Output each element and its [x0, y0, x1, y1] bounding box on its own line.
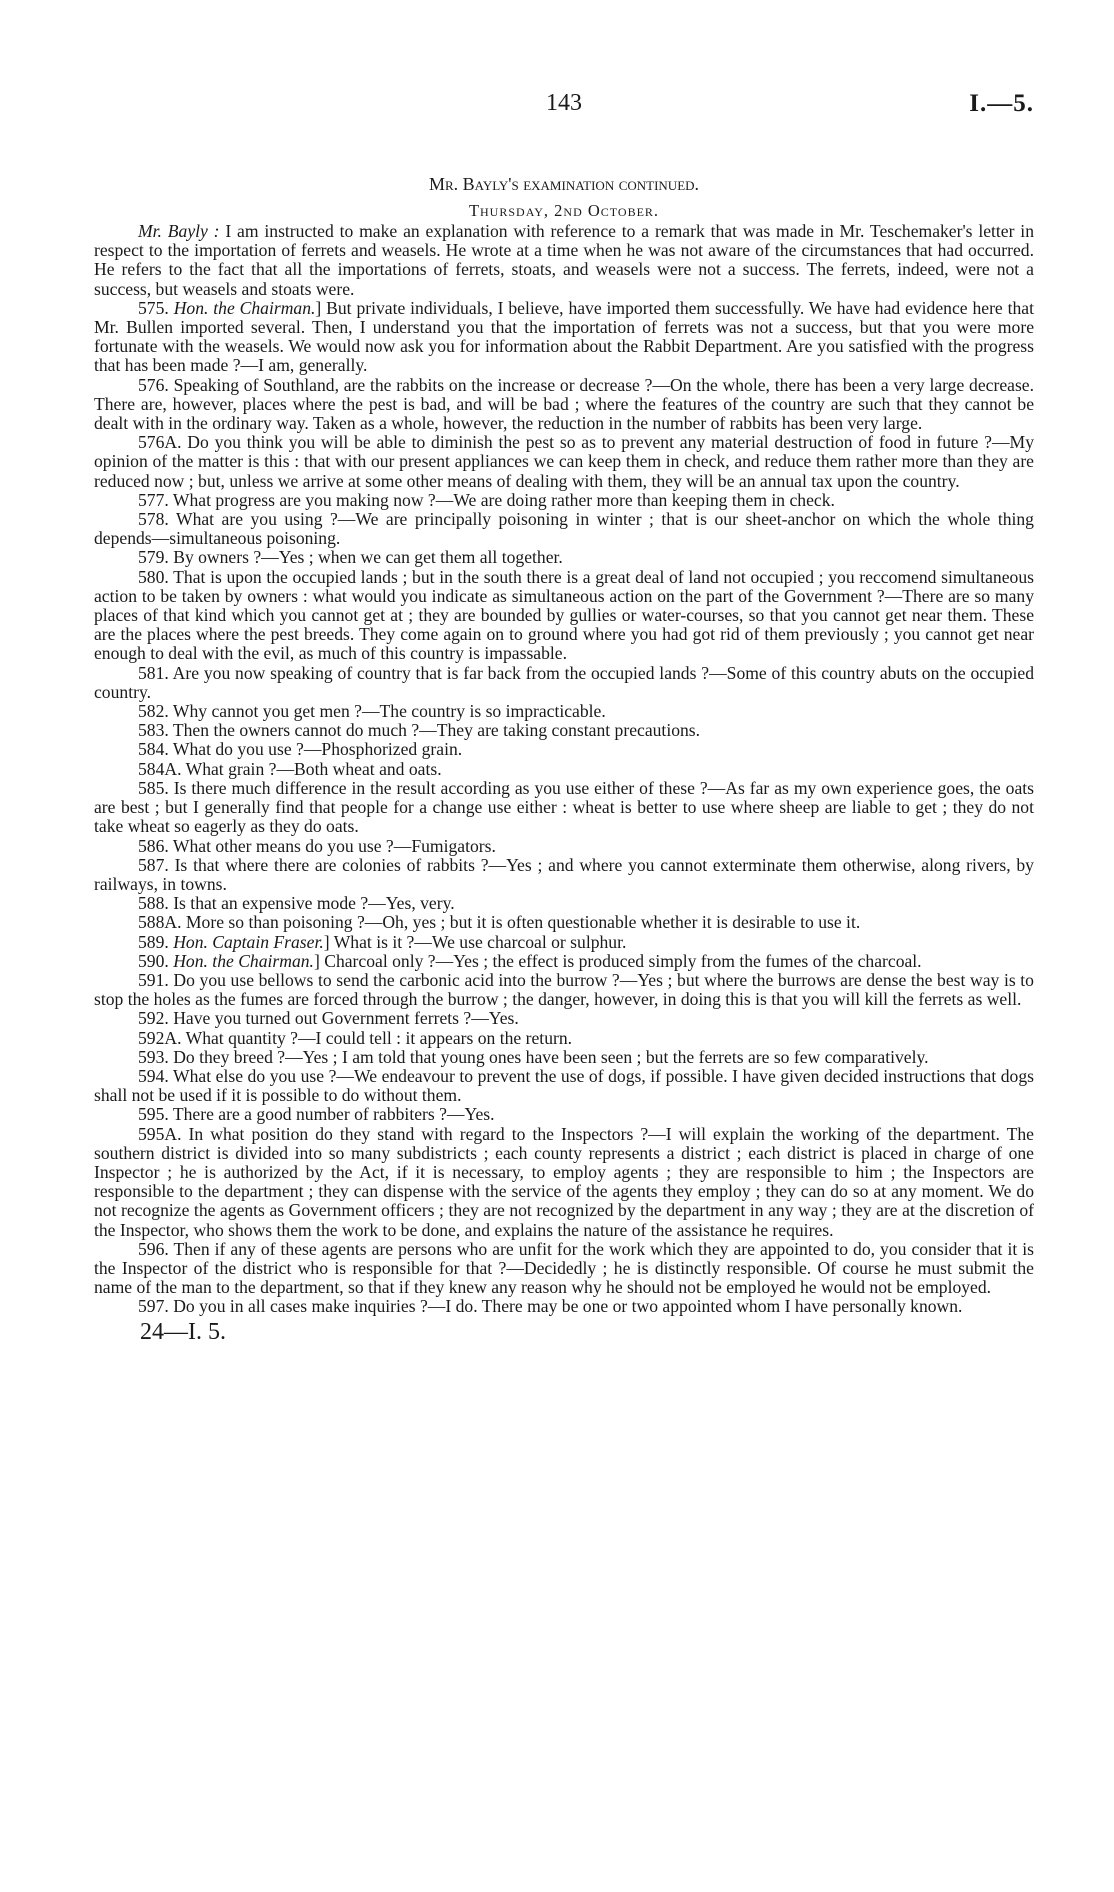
paragraph-text: Do you use bellows to send the carbonic acid into the burrow ?—Yes ; but where the burrows are dense the best way is to stop the holes as the fumes are forced through the burrow ; the danger, however, in doing this is that you will kill the ferrets as well.: [94, 969, 1034, 1010]
paragraph-text: ] What is it ?—We use charcoal or sulphur.: [323, 931, 627, 952]
testimony-paragraph: [94, 1297, 1034, 1316]
question-number: 577.: [138, 489, 169, 510]
paragraph-text: There are a good number of rabbiters ?—Yes.: [172, 1104, 495, 1125]
paragraph-text: That is upon the occupied lands ; but in the south there is a great deal of land not occupied ; you reccomend simultaneous action to be taken by owners : what would you indicate as simultaneous action on the part of the Government ?—There are so many places of that kind which you cannot get at ; they are bounded by gullies or water-courses, so that you cannot get near them. These are the places where the pest breeds. They come again on to ground where you had got rid of them previously ; you cannot get near enough to deal with the evil, as much of this country is impassable.: [94, 566, 1034, 664]
testimony-paragraph: [94, 1125, 1034, 1240]
question-number: 580.: [138, 566, 169, 587]
question-number: 584A.: [138, 758, 182, 779]
testimony-paragraph: [94, 721, 1034, 740]
question-number: 579.: [138, 547, 169, 568]
testimony-paragraph: [94, 1048, 1034, 1067]
testimony-paragraph: [94, 299, 1034, 376]
question-number: 595A.: [138, 1123, 182, 1144]
question-number: 576.: [138, 374, 169, 395]
question-number: 586.: [138, 835, 169, 856]
question-number: 596.: [138, 1238, 169, 1259]
paragraph-text: What grain ?—Both wheat and oats.: [185, 758, 442, 779]
paragraph-text: What else do you use ?—We endeavour to prevent the use of dogs, if possible. I have given decided instructions that dogs shall not be used if it is possible to do without them.: [94, 1065, 1034, 1106]
question-number: 578.: [138, 509, 169, 530]
paragraph-text: Have you turned out Government ferrets ?—Yes.: [173, 1008, 519, 1029]
page-number: 143: [546, 90, 582, 116]
testimony-paragraph: [94, 1240, 1034, 1298]
paragraph-text: By owners ?—Yes ; when we can get them all together.: [173, 547, 563, 568]
testimony-paragraph: [94, 510, 1034, 548]
running-head: [94, 90, 1034, 130]
testimony-paragraph: [94, 837, 1034, 856]
paragraph-text: Why cannot you get men ?—The country is so impracticable.: [172, 701, 606, 722]
testimony-paragraph: [94, 971, 1034, 1009]
question-number: 581.: [138, 662, 169, 683]
question-number: 588A.: [138, 912, 182, 933]
paragraph-text: ] But private individuals, I believe, have imported them successfully. We have had evidence here that Mr. Bullen imported several. Then, I understand you that the importation of ferrets was not a success, but that you were more fortunate with the weasels. We would now ask you for information about the Rabbit Department. Are you satisfied with the progress that has been made ?—I am, generally.: [94, 297, 1034, 376]
question-number: 585.: [138, 777, 169, 798]
speaker-name: Hon. the Chairman.: [173, 297, 316, 318]
testimony-paragraph: [94, 702, 1034, 721]
testimony-paragraph: [94, 1105, 1034, 1124]
testimony-paragraph: [94, 433, 1034, 491]
question-number: 575.: [138, 297, 169, 318]
testimony-paragraph: [94, 1009, 1034, 1028]
testimony-paragraph: [94, 952, 1034, 971]
question-number: 584.: [138, 739, 169, 760]
paragraph-text: What do you use ?—Phosphorized grain.: [172, 739, 463, 760]
question-number: 583.: [138, 720, 169, 741]
question-number: 587.: [138, 854, 169, 875]
testimony-paragraph: [94, 664, 1034, 702]
paragraph-text: ] Charcoal only ?—Yes ; the effect is produced simply from the fumes of the charcoal.: [313, 950, 922, 971]
testimony-paragraph: [94, 568, 1034, 664]
question-number: 593.: [138, 1046, 169, 1067]
paragraph-text: Is that an expensive mode ?—Yes, very.: [173, 893, 455, 914]
testimony-paragraph: [94, 1067, 1034, 1105]
paragraph-text: Do you think you will be able to diminish the pest so as to prevent any material destruction of food in future ?—My opinion of the matter is this : that with our present appliances we can keep them in check, and reduce them rather more than they are reduced now ; but, unless we arrive at some other means of dealing with them, they will be an annual tax upon the country.: [94, 432, 1034, 491]
testimony-paragraph: [94, 548, 1034, 567]
speaker-name: Hon. Captain Fraser.: [173, 931, 324, 952]
session-date: Thursday, 2nd October.: [468, 201, 660, 220]
question-number: 589.: [138, 931, 169, 952]
question-number: 576A.: [138, 432, 182, 453]
question-number: 582.: [138, 701, 169, 722]
paragraph-text: Then if any of these agents are persons who are unfit for the work which they are appointed to do, you consider that it is the Inspector of the district who is responsible for that ?—Decidedly ; he is distinctly responsible. Of course he must submit the name of the man to the department, so that if they knew any reason why he should not be employed he would not be employed.: [94, 1238, 1034, 1298]
paragraph-text: What progress are you making now ?—We are doing rather more than keeping them in check.: [172, 489, 835, 510]
testimony-paragraph: [94, 856, 1034, 894]
paragraph-text: Do you in all cases make inquiries ?—I do. There may be one or two appointed whom I have personally known.: [173, 1296, 963, 1317]
document-reference: I.—5.: [969, 90, 1034, 117]
testimony-paragraph: [94, 376, 1034, 434]
question-number: 597.: [138, 1296, 169, 1317]
testimony-paragraph: [94, 1029, 1034, 1048]
paragraph-text: Speaking of Southland, are the rabbits on the increase or decrease ?—On the whole, there has been a very large decrease. There are, however, places where the pest is bad, and will be bad ; where the features of the country are such that they cannot be dealt with in the ordinary way. Taken as a whole, however, the reduction in the number of rabbits has been very large.: [94, 374, 1034, 434]
testimony-paragraph: [94, 222, 1034, 299]
testimony-paragraph: [94, 913, 1034, 932]
paragraph-text: Do they breed ?—Yes ; I am told that young ones have been seen ; but the ferrets are so few comparatively.: [173, 1046, 929, 1067]
question-number: 588.: [138, 893, 169, 914]
paragraph-text: Then the owners cannot do much ?—They are taking constant precautions.: [172, 720, 701, 741]
speaker-name: Hon. the Chairman.: [173, 950, 314, 971]
question-number: 590.: [138, 950, 169, 971]
testimony-paragraph: [94, 740, 1034, 759]
paragraph-text: What are you using ?—We are principally poisoning in winter ; that is our sheet-anchor on which the whole thing depends—simultaneous poisoning.: [94, 509, 1034, 549]
question-number: 594.: [138, 1065, 169, 1086]
paragraph-text: What other means do you use ?—Fumigators.: [172, 835, 496, 856]
printer-signature: 24—I. 5.: [140, 1318, 226, 1345]
testimony-paragraph: [94, 491, 1034, 510]
paragraph-text: What quantity ?—I could tell : it appears on the return.: [185, 1027, 573, 1048]
question-number: 592.: [138, 1008, 169, 1029]
testimony-paragraph: [94, 760, 1034, 779]
paragraph-text: I am instructed to make an explanation with reference to a remark that was made in Mr. Teschemaker's letter in respect to the importation of ferrets and weasels. He wrote at a time when he was not aware of the circumstances that had occurred. He refers to the fact that all the importations of ferrets, stoats, and weasels were not a success. The ferrets, indeed, were not a success, but weasels and stoats were.: [94, 221, 1034, 299]
speaker-name: Mr. Bayly :: [138, 221, 220, 241]
paragraph-text: More so than poisoning ?—Oh, yes ; but it is often questionable whether it is desirable to use it.: [185, 912, 861, 933]
testimony-paragraph: [94, 933, 1034, 952]
testimony-body: [94, 222, 1034, 1317]
section-heading: Mr. Bayly's examination continued.: [428, 174, 700, 194]
paragraph-text: Is that where there are colonies of rabbits ?—Yes ; and where you cannot exterminate them otherwise, along rivers, by railways, in towns.: [94, 854, 1034, 894]
testimony-paragraph: [94, 894, 1034, 913]
paragraph-text: Are you now speaking of country that is far back from the occupied lands ?—Some of this country abuts on the occupied country.: [94, 662, 1034, 702]
testimony-paragraph: [94, 779, 1034, 837]
paragraph-text: Is there much difference in the result according as you use either of these ?—As far as my own experience goes, the oats are best ; but I generally find that people for a change use either : wheat is better to use where sheep are liable to get ; they do not take wheat so eagerly as they do oats.: [94, 777, 1034, 837]
question-number: 592A.: [138, 1027, 182, 1048]
question-number: 591.: [138, 969, 169, 990]
question-number: 595.: [138, 1104, 169, 1125]
paragraph-text: In what position do they stand with regard to the Inspectors ?—I will explain the working of the department. The southern district is divided into so many subdistricts ; each county represents a district ; each district is placed in charge of one Inspector ; he is authorized by the Act, if it is necessary, to employ agents ; they are responsible to him ; the Inspectors are responsible to the department ; they can dispense with the service of the agents they employ ; they can do so at any moment. We do not recognize the agents as Government officers ; they are not recognized by the department in any way ; they are at the discretion of the Inspector, who shows them the work to be done, and explains the nature of the assistance he requires.: [94, 1123, 1034, 1240]
